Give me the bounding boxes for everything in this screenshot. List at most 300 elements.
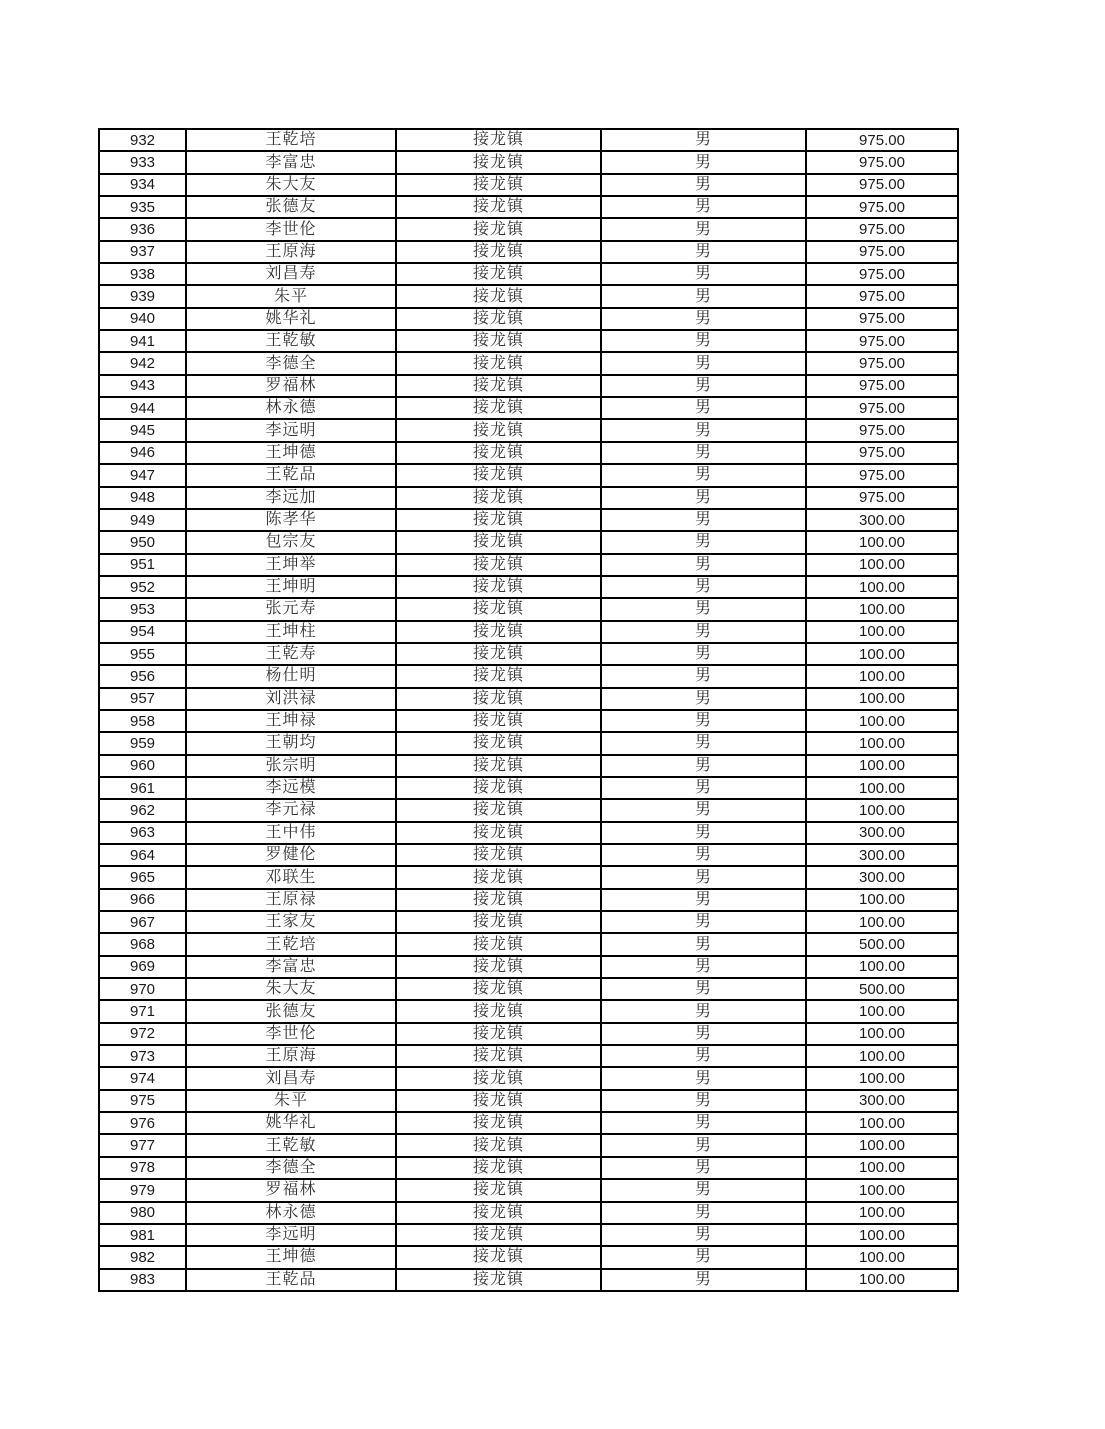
gender-cell: 男 [601, 531, 806, 553]
index-cell: 974 [99, 1067, 186, 1089]
town-cell: 接龙镇 [396, 866, 601, 888]
index-cell: 941 [99, 330, 186, 352]
town-cell: 接龙镇 [396, 710, 601, 732]
town-cell: 接龙镇 [396, 263, 601, 285]
gender-cell: 男 [601, 777, 806, 799]
index-cell: 932 [99, 129, 186, 151]
town-cell: 接龙镇 [396, 174, 601, 196]
gender-cell: 男 [601, 196, 806, 218]
table-row [99, 978, 958, 1000]
gender-cell: 男 [601, 487, 806, 509]
gender-cell: 男 [601, 1112, 806, 1134]
index-cell: 959 [99, 732, 186, 754]
table-row [99, 509, 958, 531]
amount-cell: 300.00 [806, 866, 958, 888]
name-cell: 李远模 [186, 777, 396, 799]
gender-cell: 男 [601, 285, 806, 307]
amount-cell: 300.00 [806, 509, 958, 531]
amount-cell: 100.00 [806, 1246, 958, 1268]
town-cell: 接龙镇 [396, 956, 601, 978]
index-cell: 953 [99, 598, 186, 620]
table-row [99, 1112, 958, 1134]
table-row [99, 464, 958, 486]
table-row [99, 866, 958, 888]
gender-cell: 男 [601, 263, 806, 285]
amount-cell: 500.00 [806, 978, 958, 1000]
table-row [99, 643, 958, 665]
gender-cell: 男 [601, 732, 806, 754]
amount-cell: 100.00 [806, 1157, 958, 1179]
table-row [99, 218, 958, 240]
name-cell: 朱大友 [186, 978, 396, 1000]
index-cell: 975 [99, 1090, 186, 1112]
gender-cell: 男 [601, 866, 806, 888]
index-cell: 966 [99, 889, 186, 911]
amount-cell: 975.00 [806, 151, 958, 173]
gender-cell: 男 [601, 1179, 806, 1201]
name-cell: 王原海 [186, 1045, 396, 1067]
name-cell: 姚华礼 [186, 1112, 396, 1134]
town-cell: 接龙镇 [396, 554, 601, 576]
index-cell: 968 [99, 933, 186, 955]
town-cell: 接龙镇 [396, 889, 601, 911]
index-cell: 947 [99, 464, 186, 486]
gender-cell: 男 [601, 241, 806, 263]
amount-cell: 100.00 [806, 1023, 958, 1045]
gender-cell: 男 [601, 710, 806, 732]
index-cell: 950 [99, 531, 186, 553]
amount-cell: 975.00 [806, 174, 958, 196]
amount-cell: 100.00 [806, 621, 958, 643]
table-row [99, 531, 958, 553]
amount-cell: 975.00 [806, 285, 958, 307]
name-cell: 王乾培 [186, 129, 396, 151]
amount-cell: 975.00 [806, 241, 958, 263]
town-cell: 接龙镇 [396, 1090, 601, 1112]
index-cell: 948 [99, 487, 186, 509]
amount-cell: 100.00 [806, 554, 958, 576]
town-cell: 接龙镇 [396, 777, 601, 799]
index-cell: 949 [99, 509, 186, 531]
index-cell: 952 [99, 576, 186, 598]
table-row [99, 911, 958, 933]
index-cell: 945 [99, 419, 186, 441]
town-cell: 接龙镇 [396, 1179, 601, 1201]
name-cell: 李远加 [186, 487, 396, 509]
name-cell: 朱平 [186, 285, 396, 307]
amount-cell: 300.00 [806, 1090, 958, 1112]
index-cell: 978 [99, 1157, 186, 1179]
amount-cell: 100.00 [806, 531, 958, 553]
town-cell: 接龙镇 [396, 822, 601, 844]
gender-cell: 男 [601, 665, 806, 687]
town-cell: 接龙镇 [396, 643, 601, 665]
index-cell: 967 [99, 911, 186, 933]
amount-cell: 100.00 [806, 799, 958, 821]
gender-cell: 男 [601, 799, 806, 821]
amount-cell: 100.00 [806, 643, 958, 665]
table-row [99, 554, 958, 576]
index-cell: 973 [99, 1045, 186, 1067]
name-cell: 张德友 [186, 1000, 396, 1022]
gender-cell: 男 [601, 1090, 806, 1112]
table-row [99, 1202, 958, 1224]
name-cell: 王朝均 [186, 732, 396, 754]
name-cell: 王坤举 [186, 554, 396, 576]
table-row [99, 442, 958, 464]
table-row [99, 487, 958, 509]
amount-cell: 100.00 [806, 911, 958, 933]
index-cell: 969 [99, 956, 186, 978]
index-cell: 983 [99, 1269, 186, 1291]
town-cell: 接龙镇 [396, 151, 601, 173]
index-cell: 943 [99, 375, 186, 397]
town-cell: 接龙镇 [396, 1202, 601, 1224]
index-cell: 937 [99, 241, 186, 263]
index-cell: 981 [99, 1224, 186, 1246]
town-cell: 接龙镇 [396, 1000, 601, 1022]
name-cell: 王乾寿 [186, 643, 396, 665]
table-row [99, 1269, 958, 1291]
town-cell: 接龙镇 [396, 1157, 601, 1179]
name-cell: 王家友 [186, 911, 396, 933]
gender-cell: 男 [601, 442, 806, 464]
table-row [99, 196, 958, 218]
gender-cell: 男 [601, 464, 806, 486]
amount-cell: 500.00 [806, 933, 958, 955]
name-cell: 王坤禄 [186, 710, 396, 732]
amount-cell: 975.00 [806, 442, 958, 464]
table-row [99, 129, 958, 151]
amount-cell: 975.00 [806, 218, 958, 240]
gender-cell: 男 [601, 1224, 806, 1246]
town-cell: 接龙镇 [396, 419, 601, 441]
name-cell: 陈孝华 [186, 509, 396, 531]
amount-cell: 100.00 [806, 1202, 958, 1224]
table-row [99, 598, 958, 620]
index-cell: 936 [99, 218, 186, 240]
town-cell: 接龙镇 [396, 688, 601, 710]
name-cell: 包宗友 [186, 531, 396, 553]
gender-cell: 男 [601, 151, 806, 173]
name-cell: 王乾敏 [186, 330, 396, 352]
gender-cell: 男 [601, 1269, 806, 1291]
table-row [99, 688, 958, 710]
gender-cell: 男 [601, 911, 806, 933]
amount-cell: 975.00 [806, 419, 958, 441]
town-cell: 接龙镇 [396, 665, 601, 687]
amount-cell: 100.00 [806, 598, 958, 620]
amount-cell: 975.00 [806, 397, 958, 419]
gender-cell: 男 [601, 218, 806, 240]
table-row [99, 621, 958, 643]
town-cell: 接龙镇 [396, 1023, 601, 1045]
gender-cell: 男 [601, 1045, 806, 1067]
gender-cell: 男 [601, 397, 806, 419]
town-cell: 接龙镇 [396, 621, 601, 643]
name-cell: 林永德 [186, 1202, 396, 1224]
index-cell: 944 [99, 397, 186, 419]
index-cell: 979 [99, 1179, 186, 1201]
index-cell: 951 [99, 554, 186, 576]
name-cell: 王乾品 [186, 1269, 396, 1291]
name-cell: 张宗明 [186, 755, 396, 777]
town-cell: 接龙镇 [396, 844, 601, 866]
amount-cell: 975.00 [806, 352, 958, 374]
town-cell: 接龙镇 [396, 1246, 601, 1268]
index-cell: 956 [99, 665, 186, 687]
index-cell: 942 [99, 352, 186, 374]
town-cell: 接龙镇 [396, 218, 601, 240]
town-cell: 接龙镇 [396, 375, 601, 397]
gender-cell: 男 [601, 1134, 806, 1156]
table-row [99, 419, 958, 441]
name-cell: 罗福林 [186, 1179, 396, 1201]
gender-cell: 男 [601, 598, 806, 620]
town-cell: 接龙镇 [396, 531, 601, 553]
index-cell: 933 [99, 151, 186, 173]
table-row [99, 1224, 958, 1246]
index-cell: 970 [99, 978, 186, 1000]
town-cell: 接龙镇 [396, 755, 601, 777]
name-cell: 罗福林 [186, 375, 396, 397]
name-cell: 李远明 [186, 419, 396, 441]
town-cell: 接龙镇 [396, 196, 601, 218]
index-cell: 961 [99, 777, 186, 799]
town-cell: 接龙镇 [396, 464, 601, 486]
name-cell: 王乾品 [186, 464, 396, 486]
name-cell: 刘昌寿 [186, 263, 396, 285]
gender-cell: 男 [601, 688, 806, 710]
index-cell: 980 [99, 1202, 186, 1224]
table-row [99, 1134, 958, 1156]
table-row [99, 889, 958, 911]
amount-cell: 975.00 [806, 263, 958, 285]
name-cell: 朱大友 [186, 174, 396, 196]
table-row [99, 174, 958, 196]
amount-cell: 975.00 [806, 330, 958, 352]
name-cell: 朱平 [186, 1090, 396, 1112]
amount-cell: 975.00 [806, 196, 958, 218]
index-cell: 965 [99, 866, 186, 888]
table-row [99, 308, 958, 330]
index-cell: 962 [99, 799, 186, 821]
table-row [99, 263, 958, 285]
name-cell: 张元寿 [186, 598, 396, 620]
amount-cell: 100.00 [806, 889, 958, 911]
name-cell: 王乾敏 [186, 1134, 396, 1156]
index-cell: 935 [99, 196, 186, 218]
gender-cell: 男 [601, 576, 806, 598]
amount-cell: 100.00 [806, 688, 958, 710]
table-row [99, 1045, 958, 1067]
table-row [99, 241, 958, 263]
town-cell: 接龙镇 [396, 509, 601, 531]
name-cell: 李世伦 [186, 218, 396, 240]
gender-cell: 男 [601, 1246, 806, 1268]
name-cell: 王坤柱 [186, 621, 396, 643]
table-row [99, 285, 958, 307]
amount-cell: 100.00 [806, 1269, 958, 1291]
amount-cell: 300.00 [806, 822, 958, 844]
index-cell: 939 [99, 285, 186, 307]
table-row [99, 822, 958, 844]
name-cell: 王乾培 [186, 933, 396, 955]
name-cell: 李远明 [186, 1224, 396, 1246]
gender-cell: 男 [601, 844, 806, 866]
amount-cell: 100.00 [806, 1179, 958, 1201]
index-cell: 963 [99, 822, 186, 844]
name-cell: 邓联生 [186, 866, 396, 888]
amount-cell: 100.00 [806, 777, 958, 799]
gender-cell: 男 [601, 755, 806, 777]
table-row [99, 375, 958, 397]
gender-cell: 男 [601, 643, 806, 665]
gender-cell: 男 [601, 1202, 806, 1224]
index-cell: 971 [99, 1000, 186, 1022]
gender-cell: 男 [601, 822, 806, 844]
town-cell: 接龙镇 [396, 911, 601, 933]
gender-cell: 男 [601, 1067, 806, 1089]
index-cell: 957 [99, 688, 186, 710]
name-cell: 李世伦 [186, 1023, 396, 1045]
table-row [99, 1067, 958, 1089]
name-cell: 杨仕明 [186, 665, 396, 687]
town-cell: 接龙镇 [396, 352, 601, 374]
town-cell: 接龙镇 [396, 487, 601, 509]
amount-cell: 975.00 [806, 308, 958, 330]
amount-cell: 100.00 [806, 665, 958, 687]
gender-cell: 男 [601, 308, 806, 330]
amount-cell: 100.00 [806, 1000, 958, 1022]
town-cell: 接龙镇 [396, 1067, 601, 1089]
table-row [99, 799, 958, 821]
amount-cell: 300.00 [806, 844, 958, 866]
table-row [99, 710, 958, 732]
table-row [99, 777, 958, 799]
gender-cell: 男 [601, 1000, 806, 1022]
index-cell: 964 [99, 844, 186, 866]
table-row [99, 755, 958, 777]
table-row [99, 933, 958, 955]
name-cell: 林永德 [186, 397, 396, 419]
table-row [99, 665, 958, 687]
payment-table-body [99, 129, 958, 1291]
index-cell: 940 [99, 308, 186, 330]
gender-cell: 男 [601, 174, 806, 196]
name-cell: 李德全 [186, 352, 396, 374]
table-row [99, 576, 958, 598]
index-cell: 954 [99, 621, 186, 643]
gender-cell: 男 [601, 352, 806, 374]
gender-cell: 男 [601, 933, 806, 955]
amount-cell: 100.00 [806, 1112, 958, 1134]
gender-cell: 男 [601, 956, 806, 978]
gender-cell: 男 [601, 889, 806, 911]
name-cell: 李德全 [186, 1157, 396, 1179]
town-cell: 接龙镇 [396, 397, 601, 419]
town-cell: 接龙镇 [396, 330, 601, 352]
table-row [99, 1090, 958, 1112]
town-cell: 接龙镇 [396, 285, 601, 307]
name-cell: 王中伟 [186, 822, 396, 844]
amount-cell: 100.00 [806, 1224, 958, 1246]
town-cell: 接龙镇 [396, 1224, 601, 1246]
index-cell: 976 [99, 1112, 186, 1134]
table-row [99, 844, 958, 866]
table-row [99, 397, 958, 419]
gender-cell: 男 [601, 1157, 806, 1179]
town-cell: 接龙镇 [396, 732, 601, 754]
name-cell: 刘洪禄 [186, 688, 396, 710]
gender-cell: 男 [601, 330, 806, 352]
gender-cell: 男 [601, 621, 806, 643]
town-cell: 接龙镇 [396, 576, 601, 598]
amount-cell: 975.00 [806, 129, 958, 151]
table-row [99, 1246, 958, 1268]
town-cell: 接龙镇 [396, 799, 601, 821]
index-cell: 955 [99, 643, 186, 665]
amount-cell: 100.00 [806, 1067, 958, 1089]
table-row [99, 330, 958, 352]
name-cell: 王坤德 [186, 1246, 396, 1268]
town-cell: 接龙镇 [396, 1112, 601, 1134]
amount-cell: 100.00 [806, 956, 958, 978]
index-cell: 938 [99, 263, 186, 285]
name-cell: 王坤明 [186, 576, 396, 598]
amount-cell: 100.00 [806, 755, 958, 777]
gender-cell: 男 [601, 419, 806, 441]
amount-cell: 100.00 [806, 732, 958, 754]
index-cell: 977 [99, 1134, 186, 1156]
name-cell: 王原禄 [186, 889, 396, 911]
name-cell: 李元禄 [186, 799, 396, 821]
name-cell: 王原海 [186, 241, 396, 263]
index-cell: 946 [99, 442, 186, 464]
index-cell: 982 [99, 1246, 186, 1268]
amount-cell: 100.00 [806, 1134, 958, 1156]
town-cell: 接龙镇 [396, 308, 601, 330]
town-cell: 接龙镇 [396, 129, 601, 151]
town-cell: 接龙镇 [396, 1134, 601, 1156]
name-cell: 罗健伦 [186, 844, 396, 866]
name-cell: 李富忠 [186, 956, 396, 978]
index-cell: 972 [99, 1023, 186, 1045]
gender-cell: 男 [601, 978, 806, 1000]
table-row [99, 1179, 958, 1201]
gender-cell: 男 [601, 554, 806, 576]
gender-cell: 男 [601, 375, 806, 397]
amount-cell: 975.00 [806, 464, 958, 486]
table-row [99, 1023, 958, 1045]
table-row [99, 151, 958, 173]
town-cell: 接龙镇 [396, 241, 601, 263]
gender-cell: 男 [601, 129, 806, 151]
amount-cell: 100.00 [806, 576, 958, 598]
gender-cell: 男 [601, 509, 806, 531]
table-row [99, 956, 958, 978]
town-cell: 接龙镇 [396, 1269, 601, 1291]
amount-cell: 975.00 [806, 375, 958, 397]
name-cell: 姚华礼 [186, 308, 396, 330]
town-cell: 接龙镇 [396, 933, 601, 955]
town-cell: 接龙镇 [396, 978, 601, 1000]
town-cell: 接龙镇 [396, 1045, 601, 1067]
name-cell: 李富忠 [186, 151, 396, 173]
payment-table [98, 128, 959, 1292]
town-cell: 接龙镇 [396, 442, 601, 464]
amount-cell: 975.00 [806, 487, 958, 509]
